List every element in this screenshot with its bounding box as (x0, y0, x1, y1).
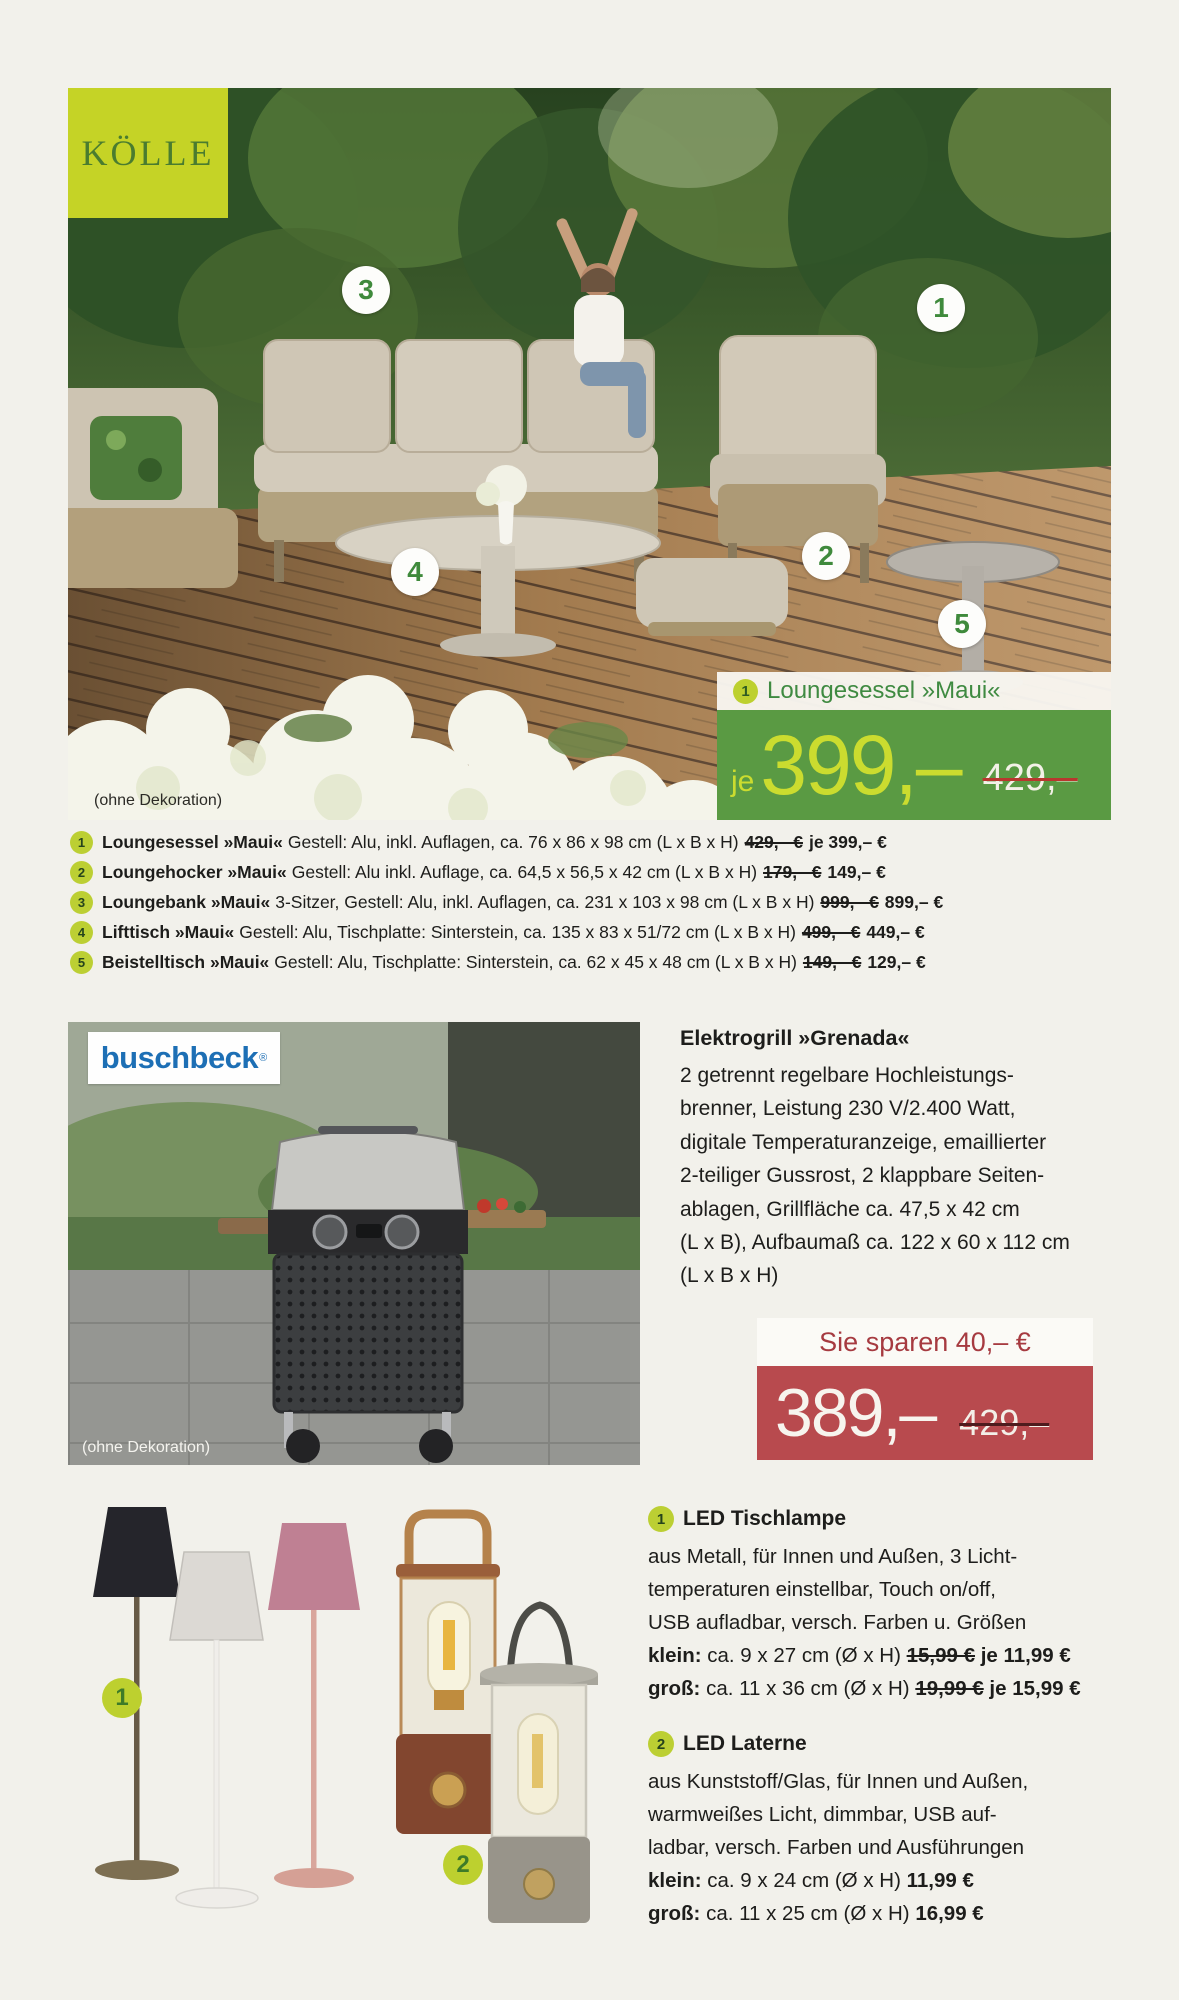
item-price: 129,– € (867, 952, 926, 972)
item-number-badge: 3 (70, 891, 93, 914)
size-dims: ca. 11 x 25 cm (Ø x H) (706, 1902, 910, 1925)
item-desc: Gestell: Alu, Tischplatte: Sinterstein, ca. 62 x 45 x 48 cm (L x B x H) (274, 952, 797, 972)
grill-title: Elektrogrill »Grenada« (680, 1026, 910, 1050)
item-desc: Gestell: Alu, Tischplatte: Sinterstein, ca. 135 x 83 x 51/72 cm (L x B x H) (239, 922, 796, 942)
size-old-price: 19,99 € (915, 1677, 984, 1700)
grill-desc-line: (L x B), Aufbaumaß ca. 122 x 60 x 112 cm (680, 1231, 1070, 1255)
lamp-size-row (648, 1897, 1168, 1930)
lamp-item-laterne (648, 1731, 1168, 1930)
lamp-size-row (648, 1672, 1168, 1705)
hero-photo-lounge-set (68, 88, 1111, 820)
item-number-badge: 4 (70, 921, 93, 944)
hero-price-value: 399,– (760, 718, 961, 812)
size-dims: ca. 9 x 27 cm (Ø x H) (707, 1644, 901, 1667)
item-desc: Gestell: Alu, inkl. Auflagen, ca. 76 x 86 x 98 cm (L x B x H) (287, 832, 739, 852)
grill-price-tag (757, 1318, 1093, 1460)
koelle-logo-text: KÖLLE (81, 133, 215, 173)
lamp-desc-line: USB aufladbar, versch. Farben u. Größen (648, 1611, 1027, 1634)
size-price: je 15,99 € (989, 1677, 1081, 1700)
grill-photo (68, 1022, 640, 1465)
item-number-badge: 1 (648, 1506, 674, 1532)
hero-price-tag (717, 672, 1111, 820)
hero-deco-note: (ohne Dekoration) (94, 792, 223, 809)
item-desc: Gestell: Alu inkl. Auflage, ca. 64,5 x 56,5 x 42 cm (L x B x H) (291, 862, 758, 882)
grill-price-value: 389,– (775, 1375, 936, 1451)
lamp-desc-line: temperaturen einstellbar, Touch on/off, (648, 1578, 996, 1601)
item-name: Loungehocker »Maui« (102, 862, 287, 882)
lamp-descriptions (648, 1506, 1168, 1930)
lamp-scene-badge-1: 1 (102, 1678, 142, 1718)
item-old-price: 149,– € (802, 952, 862, 972)
size-label: groß: (648, 1677, 701, 1700)
item-price: 899,– € (884, 892, 944, 912)
grill-price-old-value: 429,– (959, 1402, 1050, 1443)
hero-price-old-value: 429,– (982, 756, 1078, 799)
item-number-badge: 2 (648, 1731, 674, 1757)
grill-desc-line: ablagen, Grillfläche ca. 47,5 x 42 cm (680, 1197, 1020, 1221)
list-item (70, 891, 1130, 914)
grill-desc-line: (L x B x H) (680, 1264, 779, 1288)
size-price: 11,99 € (906, 1869, 974, 1892)
grill-deco-note: (ohne Dekoration) (82, 1439, 211, 1456)
size-label: klein: (648, 1869, 702, 1892)
koelle-logo (68, 88, 228, 218)
lamps-illustration (60, 1490, 640, 1970)
item-old-price: 999,– € (820, 892, 879, 912)
grill-scene-illustration (68, 1022, 640, 1465)
lamp-item-title: LED Laterne (683, 1732, 807, 1755)
item-number-badge: 5 (70, 951, 93, 974)
item-name: Loungebank »Maui« (102, 892, 271, 912)
lamp-desc-line: aus Metall, für Innen und Außen, 3 Licht- (648, 1545, 1018, 1568)
item-old-price: 429,– € (744, 832, 803, 852)
list-item (70, 951, 1130, 974)
size-price: je 11,99 € (980, 1644, 1071, 1667)
item-old-price: 179,– € (763, 862, 822, 882)
lamp-size-row (648, 1639, 1168, 1672)
lamp-item-title: LED Tischlampe (683, 1507, 846, 1530)
item-name: Beistelltisch »Maui« (102, 952, 270, 972)
photo-badge-3: 3 (342, 266, 390, 314)
photo-badge-5: 5 (938, 600, 986, 648)
savings-label: Sie sparen 40,– € (757, 1318, 1093, 1366)
hero-price-prefix: je (731, 765, 755, 798)
item-desc: 3-Sitzer, Gestell: Alu, inkl. Auflagen, ca. 231 x 103 x 98 cm (L x B x H) (275, 892, 815, 912)
item-old-price: 499,– € (801, 922, 861, 942)
size-label: klein: (648, 1644, 702, 1667)
lamp-item-tischlampe (648, 1506, 1168, 1705)
item-price: 149,– € (827, 862, 886, 882)
grill-price-box (757, 1366, 1093, 1460)
item-number-badge: 2 (70, 861, 93, 884)
registered-mark: ® (259, 1052, 268, 1064)
grill-desc-line: digitale Temperaturanzeige, emaillierter (680, 1130, 1047, 1154)
lamp-desc-line: aus Kunststoff/Glas, für Innen und Außen, (648, 1770, 1029, 1793)
photo-badge-2: 2 (802, 532, 850, 580)
size-dims: ca. 9 x 24 cm (Ø x H) (707, 1869, 901, 1892)
list-item (70, 921, 1130, 944)
size-price: 16,99 € (915, 1902, 984, 1925)
buschbeck-logo-text: buschbeck (100, 1040, 259, 1075)
maui-product-list (70, 831, 1130, 974)
item-price: 449,– € (866, 922, 925, 942)
grill-desc-line: 2-teiliger Gussrost, 2 klappbare Seiten- (680, 1164, 1045, 1188)
lamp-desc-line: ladbar, versch. Farben und Ausführungen (648, 1836, 1025, 1859)
hero-price-label-bar (717, 672, 1111, 710)
size-label: groß: (648, 1902, 701, 1925)
hero-price-number-badge: 1 (733, 679, 758, 704)
photo-badge-1: 1 (917, 284, 965, 332)
lamps-photo (60, 1490, 640, 1970)
list-item (70, 861, 1130, 884)
hero-price-box (717, 710, 1111, 820)
size-dims: ca. 11 x 36 cm (Ø x H) (706, 1677, 910, 1700)
buschbeck-logo (88, 1032, 280, 1084)
lamp-desc-line: warmweißes Licht, dimmbar, USB auf- (648, 1803, 997, 1826)
item-name: Loungesessel »Maui« (102, 832, 283, 852)
size-old-price: 15,99 € (906, 1644, 976, 1667)
lamp-size-row (648, 1864, 1168, 1897)
hero-price-product-name: Loungesessel »Maui« (767, 677, 1001, 704)
grill-desc-line: 2 getrennt regelbare Hochleistungs- (680, 1064, 1014, 1087)
list-item (70, 831, 1130, 854)
grill-desc-line: brenner, Leistung 230 V/2.400 Watt, (680, 1097, 1016, 1121)
lamp-scene-badge-2: 2 (443, 1845, 483, 1885)
photo-badge-4: 4 (391, 548, 439, 596)
item-price: je 399,– € (808, 832, 887, 852)
grill-description (680, 1026, 1170, 1293)
item-number-badge: 1 (70, 831, 93, 854)
item-name: Lifttisch »Maui« (102, 922, 235, 942)
